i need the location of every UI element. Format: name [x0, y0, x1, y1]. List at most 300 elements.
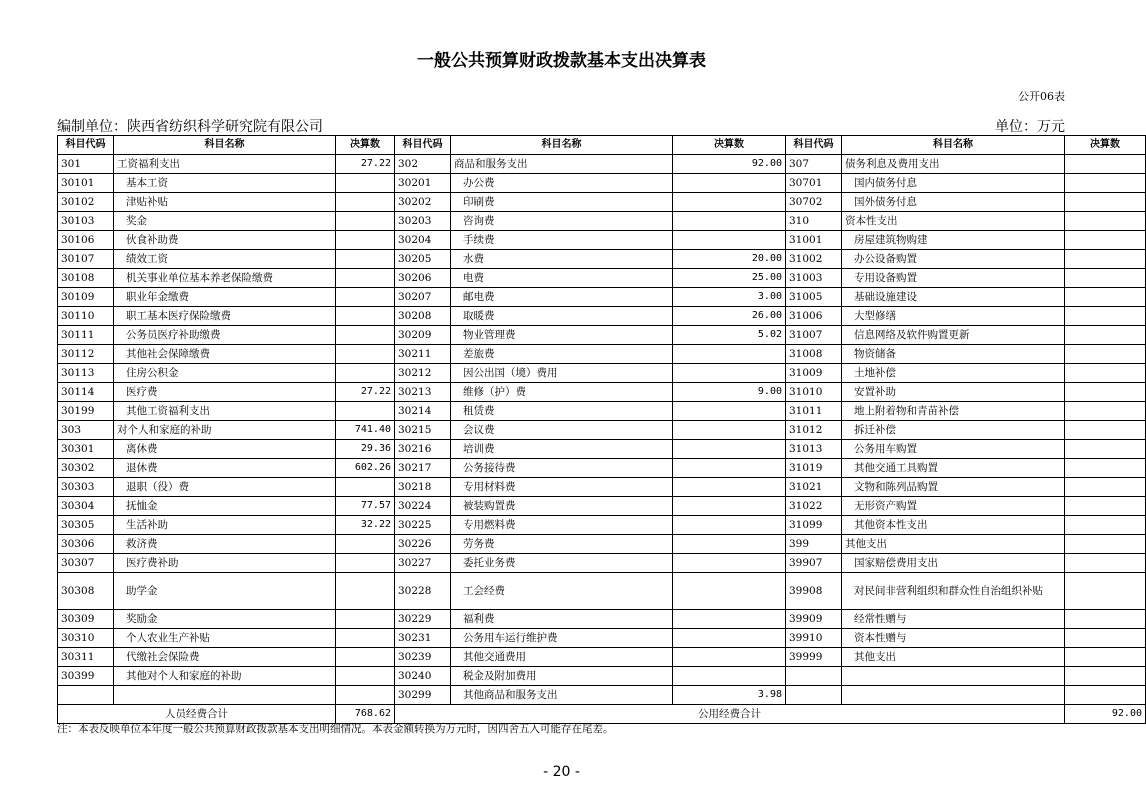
- amount: [336, 667, 395, 686]
- amount: [673, 459, 786, 478]
- personnel-total-value: 768.62: [336, 705, 395, 724]
- subject-name: 其他交通费用: [451, 648, 673, 667]
- subject-name: 维修（护）费: [451, 383, 673, 402]
- subject-code: [786, 686, 842, 705]
- amount: [673, 535, 786, 554]
- amount: 77.57: [336, 497, 395, 516]
- subject-code: 30206: [395, 269, 451, 288]
- amount: 602.26: [336, 459, 395, 478]
- amount: [336, 478, 395, 497]
- subject-code: 310: [786, 212, 842, 231]
- amount: [673, 212, 786, 231]
- subject-name: 公务员医疗补助缴费: [114, 326, 336, 345]
- subject-code: 30702: [786, 193, 842, 212]
- amount: [1065, 231, 1146, 250]
- subject-code: 30306: [58, 535, 114, 554]
- subject-name: 助学金: [114, 573, 336, 610]
- subject-code: 30217: [395, 459, 451, 478]
- table-row: [58, 610, 1146, 629]
- header-code: 科目代码: [58, 136, 114, 155]
- table-row: [58, 326, 1146, 345]
- subject-code: 30225: [395, 516, 451, 535]
- amount: 741.40: [336, 421, 395, 440]
- amount: 3.98: [673, 686, 786, 705]
- subject-name: [842, 686, 1065, 705]
- amount: [1065, 269, 1146, 288]
- subject-name: 取暖费: [451, 307, 673, 326]
- amount: 25.00: [673, 269, 786, 288]
- amount: [673, 667, 786, 686]
- subject-name: 信息网络及软件购置更新: [842, 326, 1065, 345]
- form-number: 公开06表: [1018, 90, 1065, 103]
- table-row: [58, 174, 1146, 193]
- subject-code: 30303: [58, 478, 114, 497]
- subject-code: 31009: [786, 364, 842, 383]
- subject-name: 其他资本性支出: [842, 516, 1065, 535]
- table-row: [58, 345, 1146, 364]
- subject-name: 其他对个人和家庭的补助: [114, 667, 336, 686]
- subject-name: 资本性支出: [842, 212, 1065, 231]
- amount: [336, 554, 395, 573]
- page-title: 一般公共预算财政拨款基本支出决算表: [417, 51, 706, 71]
- subject-code: 31001: [786, 231, 842, 250]
- amount: [336, 573, 395, 610]
- subject-name: 津贴补贴: [114, 193, 336, 212]
- subject-name: 住房公积金: [114, 364, 336, 383]
- currency-unit: 单位：万元: [995, 119, 1065, 135]
- amount: [673, 231, 786, 250]
- subject-code: 30299: [395, 686, 451, 705]
- subject-name: 经常性赠与: [842, 610, 1065, 629]
- header-name: 科目名称: [451, 136, 673, 155]
- subject-name: 安置补助: [842, 383, 1065, 402]
- subject-code: 30201: [395, 174, 451, 193]
- subject-name: 个人农业生产补贴: [114, 629, 336, 648]
- amount: [336, 345, 395, 364]
- subject-name: 差旅费: [451, 345, 673, 364]
- subject-name: 被装购置费: [451, 497, 673, 516]
- amount: [673, 402, 786, 421]
- subject-code: 30228: [395, 573, 451, 610]
- subject-code: 30208: [395, 307, 451, 326]
- subject-code: 30113: [58, 364, 114, 383]
- table-row: [58, 402, 1146, 421]
- amount: [336, 629, 395, 648]
- subject-code: 30309: [58, 610, 114, 629]
- amount: [673, 193, 786, 212]
- subject-name: 工资福利支出: [114, 155, 336, 174]
- subject-name: 退职（役）费: [114, 478, 336, 497]
- subject-code: 30205: [395, 250, 451, 269]
- subject-code: 30311: [58, 648, 114, 667]
- amount: [336, 231, 395, 250]
- amount: [1065, 535, 1146, 554]
- amount: [673, 516, 786, 535]
- amount: 3.00: [673, 288, 786, 307]
- subject-code: 30101: [58, 174, 114, 193]
- subject-code: 30207: [395, 288, 451, 307]
- subject-code: 30215: [395, 421, 451, 440]
- amount: [1065, 497, 1146, 516]
- subject-code: 30701: [786, 174, 842, 193]
- subject-name: 救济费: [114, 535, 336, 554]
- subject-code: 30106: [58, 231, 114, 250]
- subject-name: 邮电费: [451, 288, 673, 307]
- subject-code: 30301: [58, 440, 114, 459]
- subject-name: 电费: [451, 269, 673, 288]
- subject-name: 培训费: [451, 440, 673, 459]
- subject-code: 30111: [58, 326, 114, 345]
- subject-code: 31021: [786, 478, 842, 497]
- subject-name: 国家赔偿费用支出: [842, 554, 1065, 573]
- subject-code: 30227: [395, 554, 451, 573]
- subject-code: 30211: [395, 345, 451, 364]
- amount: [673, 554, 786, 573]
- amount: [673, 440, 786, 459]
- subject-code: 31011: [786, 402, 842, 421]
- expenditure-table: [57, 135, 1146, 724]
- amount: [1065, 174, 1146, 193]
- subject-code: 30203: [395, 212, 451, 231]
- subject-code: 302: [395, 155, 451, 174]
- amount: [1065, 383, 1146, 402]
- subject-name: 土地补偿: [842, 364, 1065, 383]
- header-amount: 决算数: [673, 136, 786, 155]
- subject-name: 其他交通工具购置: [842, 459, 1065, 478]
- amount: [336, 212, 395, 231]
- subject-code: 31006: [786, 307, 842, 326]
- subject-name: 奖励金: [114, 610, 336, 629]
- table-row: [58, 307, 1146, 326]
- subject-code: 30114: [58, 383, 114, 402]
- subject-name: 公务接待费: [451, 459, 673, 478]
- subject-code: 30229: [395, 610, 451, 629]
- amount: [1065, 629, 1146, 648]
- header-code: 科目代码: [395, 136, 451, 155]
- subject-name: 无形资产购置: [842, 497, 1065, 516]
- subject-code: 31022: [786, 497, 842, 516]
- subject-code: 30218: [395, 478, 451, 497]
- amount: [336, 686, 395, 705]
- public-total-label: 公用经费合计: [395, 705, 1065, 724]
- amount: [336, 269, 395, 288]
- amount: [336, 193, 395, 212]
- amount: [1065, 667, 1146, 686]
- subject-code: 30213: [395, 383, 451, 402]
- subject-name: 办公费: [451, 174, 673, 193]
- amount: [336, 326, 395, 345]
- amount: [336, 288, 395, 307]
- subject-name: 专用材料费: [451, 478, 673, 497]
- amount: [336, 402, 395, 421]
- amount: [1065, 155, 1146, 174]
- subject-code: 39910: [786, 629, 842, 648]
- subject-code: 30310: [58, 629, 114, 648]
- amount: [1065, 307, 1146, 326]
- amount: 32.22: [336, 516, 395, 535]
- subject-code: 30216: [395, 440, 451, 459]
- table-row: [58, 554, 1146, 573]
- subject-name: 国外债务付息: [842, 193, 1065, 212]
- subject-code: 30240: [395, 667, 451, 686]
- amount: [1065, 212, 1146, 231]
- subject-name: 专用设备购置: [842, 269, 1065, 288]
- subject-name: 物业管理费: [451, 326, 673, 345]
- subject-name: [842, 667, 1065, 686]
- subject-name: 其他支出: [842, 648, 1065, 667]
- subject-name: 工会经费: [451, 573, 673, 610]
- subject-name: 物资储备: [842, 345, 1065, 364]
- footnote: 注：本表反映单位本年度一般公共预算财政拨款基本支出明细情况。本表金额转换为万元时，因四舍五入可能存在尾差。: [57, 723, 614, 735]
- subject-name: 劳务费: [451, 535, 673, 554]
- subject-code: 301: [58, 155, 114, 174]
- table-row: [58, 269, 1146, 288]
- subject-name: 商品和服务支出: [451, 155, 673, 174]
- amount: [336, 250, 395, 269]
- subject-name: 印刷费: [451, 193, 673, 212]
- table-row: [58, 459, 1146, 478]
- table-row: [58, 535, 1146, 554]
- subject-name: 税金及附加费用: [451, 667, 673, 686]
- table-header-row: [58, 136, 1146, 155]
- subject-code: 31010: [786, 383, 842, 402]
- subject-code: 39909: [786, 610, 842, 629]
- subject-code: 31007: [786, 326, 842, 345]
- amount: 29.36: [336, 440, 395, 459]
- subject-code: 30108: [58, 269, 114, 288]
- table-row: [58, 231, 1146, 250]
- subject-name: 退休费: [114, 459, 336, 478]
- amount: [336, 535, 395, 554]
- subject-code: 30212: [395, 364, 451, 383]
- amount: [1065, 421, 1146, 440]
- subject-name: 文物和陈列品购置: [842, 478, 1065, 497]
- amount: [1065, 326, 1146, 345]
- amount: [673, 421, 786, 440]
- subject-name: 机关事业单位基本养老保险缴费: [114, 269, 336, 288]
- table-row: [58, 497, 1146, 516]
- amount: [673, 478, 786, 497]
- amount: [1065, 686, 1146, 705]
- amount: [673, 345, 786, 364]
- subject-code: 39907: [786, 554, 842, 573]
- amount: 20.00: [673, 250, 786, 269]
- subject-name: 代缴社会保险费: [114, 648, 336, 667]
- subject-name: 基础设施建设: [842, 288, 1065, 307]
- subject-name: 其他工资福利支出: [114, 402, 336, 421]
- amount: 5.02: [673, 326, 786, 345]
- subject-code: 30110: [58, 307, 114, 326]
- subject-code: 30209: [395, 326, 451, 345]
- amount: [673, 364, 786, 383]
- subject-code: 31005: [786, 288, 842, 307]
- subject-name: 生活补助: [114, 516, 336, 535]
- header-name: 科目名称: [114, 136, 336, 155]
- subject-code: 39999: [786, 648, 842, 667]
- subject-name: 委托业务费: [451, 554, 673, 573]
- amount: [336, 364, 395, 383]
- subject-code: 399: [786, 535, 842, 554]
- amount: [1065, 364, 1146, 383]
- subject-code: 30224: [395, 497, 451, 516]
- subject-name: 医疗费补助: [114, 554, 336, 573]
- amount: [1065, 516, 1146, 535]
- amount: [1065, 193, 1146, 212]
- subject-code: 30112: [58, 345, 114, 364]
- compiling-unit: 编制单位：陕西省纺织科学研究院有限公司: [57, 119, 323, 135]
- subject-name: 抚恤金: [114, 497, 336, 516]
- subject-name: 福利费: [451, 610, 673, 629]
- subject-name: 奖金: [114, 212, 336, 231]
- amount: [673, 629, 786, 648]
- amount: [673, 573, 786, 610]
- subject-name: 会议费: [451, 421, 673, 440]
- table-row: [58, 212, 1146, 231]
- subject-name: 大型修缮: [842, 307, 1065, 326]
- subject-name: 债务利息及费用支出: [842, 155, 1065, 174]
- subject-name: 绩效工资: [114, 250, 336, 269]
- subject-name: 对个人和家庭的补助: [114, 421, 336, 440]
- amount: 9.00: [673, 383, 786, 402]
- subject-name: 国内债务付息: [842, 174, 1065, 193]
- subject-name: 手续费: [451, 231, 673, 250]
- amount: [1065, 554, 1146, 573]
- amount: [1065, 648, 1146, 667]
- subject-name: 公务用车购置: [842, 440, 1065, 459]
- subject-name: 拆迁补偿: [842, 421, 1065, 440]
- amount: [673, 174, 786, 193]
- subject-code: [58, 686, 114, 705]
- amount: [1065, 402, 1146, 421]
- subject-name: 其他支出: [842, 535, 1065, 554]
- amount: [673, 648, 786, 667]
- subject-code: 31002: [786, 250, 842, 269]
- amount: [336, 648, 395, 667]
- subject-code: 30239: [395, 648, 451, 667]
- subject-name: 资本性赠与: [842, 629, 1065, 648]
- subject-code: 31019: [786, 459, 842, 478]
- subject-name: 公务用车运行维护费: [451, 629, 673, 648]
- table-row: [58, 478, 1146, 497]
- subject-code: 30231: [395, 629, 451, 648]
- subject-code: 30199: [58, 402, 114, 421]
- subject-code: 39908: [786, 573, 842, 610]
- amount: [673, 610, 786, 629]
- subject-code: 31099: [786, 516, 842, 535]
- subject-name: 职工基本医疗保险缴费: [114, 307, 336, 326]
- table-row: [58, 193, 1146, 212]
- personnel-total-label: 人员经费合计: [58, 705, 336, 724]
- subject-code: 30107: [58, 250, 114, 269]
- table-row: [58, 648, 1146, 667]
- subject-code: 31012: [786, 421, 842, 440]
- table-row: [58, 383, 1146, 402]
- subject-code: 30202: [395, 193, 451, 212]
- amount: [1065, 288, 1146, 307]
- subject-code: 30102: [58, 193, 114, 212]
- subject-code: 30226: [395, 535, 451, 554]
- subject-code: [786, 667, 842, 686]
- subject-name: 房屋建筑物购建: [842, 231, 1065, 250]
- amount: [1065, 573, 1146, 610]
- subject-code: 30109: [58, 288, 114, 307]
- amount: [1065, 478, 1146, 497]
- subject-name: 办公设备购置: [842, 250, 1065, 269]
- table-row: [58, 686, 1146, 705]
- subject-name: 专用燃料费: [451, 516, 673, 535]
- table-row: [58, 440, 1146, 459]
- subject-code: 30304: [58, 497, 114, 516]
- public-total-value: 92.00: [1065, 705, 1146, 724]
- subject-name: [114, 686, 336, 705]
- table-row: [58, 573, 1146, 610]
- subject-name: 医疗费: [114, 383, 336, 402]
- amount: [1065, 345, 1146, 364]
- subject-code: 30308: [58, 573, 114, 610]
- amount: 27.22: [336, 383, 395, 402]
- subject-name: 职业年金缴费: [114, 288, 336, 307]
- header-amount: 决算数: [336, 136, 395, 155]
- amount: [673, 497, 786, 516]
- subject-name: 其他社会保障缴费: [114, 345, 336, 364]
- subject-name: 地上附着物和青苗补偿: [842, 402, 1065, 421]
- subject-code: 30204: [395, 231, 451, 250]
- subject-name: 其他商品和服务支出: [451, 686, 673, 705]
- table-row: [58, 667, 1146, 686]
- subject-name: 基本工资: [114, 174, 336, 193]
- subject-code: 307: [786, 155, 842, 174]
- subject-code: 30399: [58, 667, 114, 686]
- table-row: [58, 516, 1146, 535]
- subject-code: 31013: [786, 440, 842, 459]
- subject-code: 30103: [58, 212, 114, 231]
- amount: 27.22: [336, 155, 395, 174]
- amount: [1065, 250, 1146, 269]
- table-row: [58, 155, 1146, 174]
- header-amount: 决算数: [1065, 136, 1146, 155]
- amount: 26.00: [673, 307, 786, 326]
- subject-code: 30214: [395, 402, 451, 421]
- subject-name: 租赁费: [451, 402, 673, 421]
- amount: [1065, 440, 1146, 459]
- table-row: [58, 629, 1146, 648]
- subject-name: 对民间非营利组织和群众性自治组织补贴: [842, 573, 1065, 610]
- table-row: [58, 364, 1146, 383]
- amount: [1065, 459, 1146, 478]
- amount: [336, 174, 395, 193]
- subject-name: 因公出国（境）费用: [451, 364, 673, 383]
- header-code: 科目代码: [786, 136, 842, 155]
- subject-name: 伙食补助费: [114, 231, 336, 250]
- subject-code: 31003: [786, 269, 842, 288]
- table-row: [58, 421, 1146, 440]
- amount: [1065, 610, 1146, 629]
- table-row: [58, 288, 1146, 307]
- header-name: 科目名称: [842, 136, 1065, 155]
- subject-code: 30305: [58, 516, 114, 535]
- subject-name: 水费: [451, 250, 673, 269]
- amount: [336, 610, 395, 629]
- subject-code: 30307: [58, 554, 114, 573]
- amount: 92.00: [673, 155, 786, 174]
- subject-name: 咨询费: [451, 212, 673, 231]
- subject-code: 31008: [786, 345, 842, 364]
- amount: [336, 307, 395, 326]
- table-row: [58, 250, 1146, 269]
- page-number: - 20 -: [543, 764, 580, 780]
- subject-name: 离休费: [114, 440, 336, 459]
- subject-code: 303: [58, 421, 114, 440]
